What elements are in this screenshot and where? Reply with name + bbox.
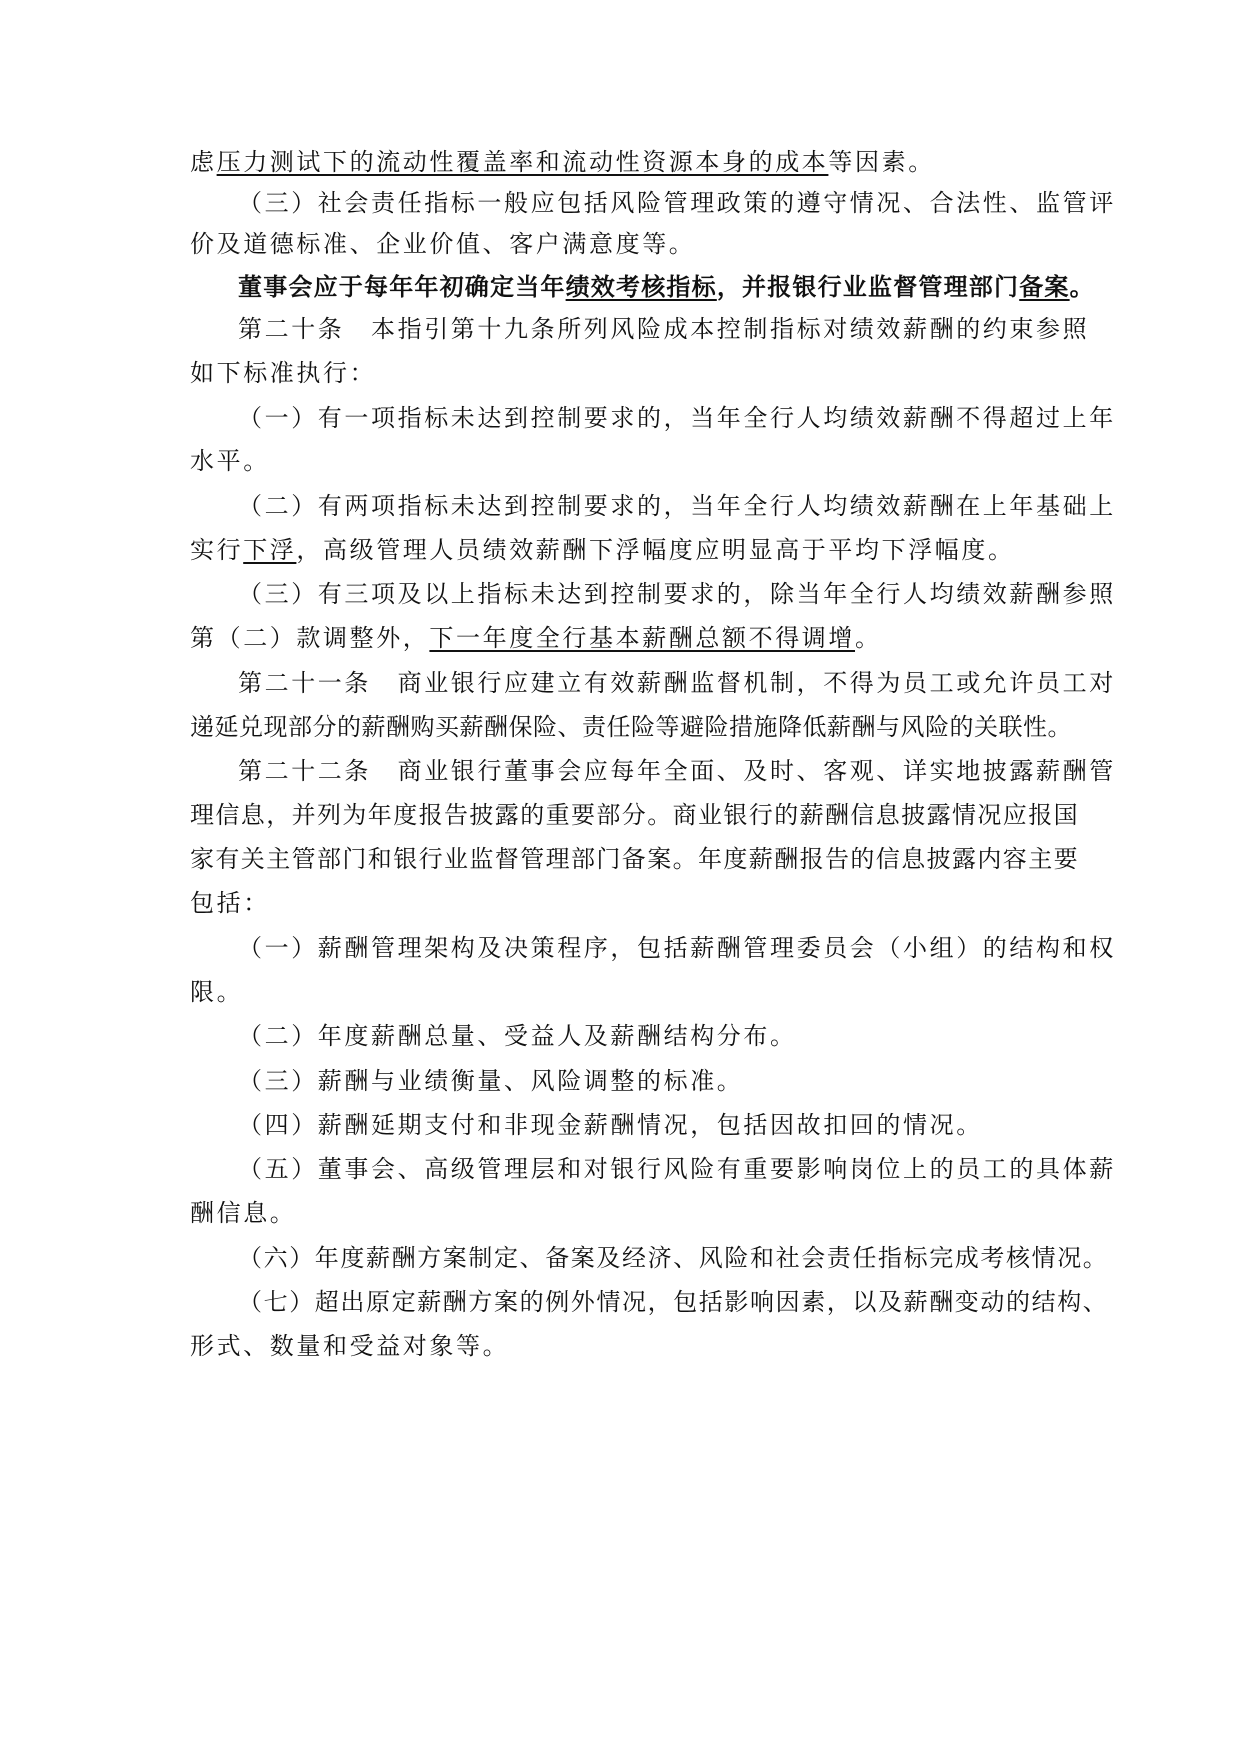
text-line [190, 1201, 296, 1225]
text-segment: （五）董事会、高级管理层和对银行风险有重要影响岗位上的员工的具体薪 [238, 1155, 1116, 1183]
text-segment: （三）薪酬与业绩衡量、风险调整的标准。 [238, 1067, 744, 1095]
text-segment: （六）年度薪酬方案制定、备案及经济、风险和社会责任指标完成考核情况。 [238, 1244, 1109, 1272]
text-segment: 第（二）款调整外， [190, 624, 430, 652]
text-line [190, 715, 1072, 739]
text-line [190, 232, 695, 256]
article-heading-line [238, 671, 1116, 695]
text-line [238, 582, 1116, 606]
text-line [190, 847, 1079, 871]
text-segment: 递延兑现部分的薪酬购买薪酬保险、责任险等避险措施降低薪酬与风险的关联性。 [190, 713, 1072, 741]
text-line [238, 1024, 797, 1048]
text-segment: 董事会应于每年年初确定当年 [238, 272, 566, 301]
text-line [238, 1069, 743, 1093]
text-segment: 第二十一条 商业银行应建立有效薪酬监督机制，不得为员工或允许员工对 [238, 669, 1116, 697]
text-line [190, 803, 1079, 827]
text-line [190, 150, 935, 174]
text-line [190, 361, 376, 385]
article-heading-line [238, 317, 1089, 341]
text-segment: （三）有三项及以上指标未达到控制要求的，除当年全行人均绩效薪酬参照 [238, 580, 1116, 608]
text-line [238, 1290, 1108, 1314]
text-segment: 第二十二条 商业银行董事会应每年全面、及时、客观、详实地披露薪酬管 [238, 757, 1116, 785]
text-line [238, 191, 1116, 215]
bold-paragraph [238, 272, 1095, 301]
text-segment: 包括： [190, 889, 270, 917]
text-line [238, 1246, 1108, 1270]
text-line [190, 980, 243, 1004]
text-line [238, 494, 1116, 518]
text-segment: （四）薪酬延期支付和非现金薪酬情况，包括因故扣回的情况。 [238, 1111, 983, 1139]
text-segment: （七）超出原定薪酬方案的例外情况，包括影响因素，以及薪酬变动的结构、 [238, 1288, 1109, 1316]
text-segment: （二）年度薪酬总量、受益人及薪酬结构分布。 [238, 1022, 797, 1050]
text-segment: ，高级管理人员绩效薪酬下浮幅度应明显高于平均下浮幅度。 [296, 536, 1015, 564]
text-segment: （一）有一项指标未达到控制要求的，当年全行人均绩效薪酬不得超过上年 [238, 404, 1116, 432]
text-segment: 水平。 [190, 447, 270, 475]
underlined-text: 下一年度全行基本薪酬总额不得调增 [429, 624, 856, 652]
text-segment: 虑 [190, 148, 217, 176]
text-segment: 等因素。 [828, 148, 935, 176]
text-line [190, 449, 270, 473]
underlined-text: 绩效考核指标 [565, 272, 717, 301]
text-line [238, 406, 1116, 430]
text-segment: 第二十条 本指引第十九条所列风险成本控制指标对绩效薪酬的约束参照 [238, 315, 1090, 343]
text-line [190, 891, 270, 915]
text-segment: 。 [1069, 272, 1095, 301]
article-heading-line [238, 759, 1116, 783]
text-segment: 限。 [190, 978, 244, 1006]
text-line [190, 538, 1015, 562]
text-line [190, 1334, 509, 1358]
text-segment: （一）薪酬管理架构及决策程序，包括薪酬管理委员会（小组）的结构和权 [238, 934, 1116, 962]
underlined-text: 备案 [1019, 272, 1070, 301]
underlined-text: 下浮 [243, 536, 297, 564]
text-line [238, 1113, 983, 1137]
text-segment: 实行 [190, 536, 244, 564]
text-segment: 价及道德标准、企业价值、客户满意度等。 [190, 230, 696, 258]
text-segment: 。 [855, 624, 882, 652]
underlined-text: 压力测试下的流动性覆盖率和流动性资源本身的成本 [216, 148, 829, 176]
text-line [190, 626, 882, 650]
text-segment: 如下标准执行： [190, 359, 377, 387]
text-segment: （三）社会责任指标一般应包括风险管理政策的遵守情况、合法性、监管评 [238, 189, 1116, 217]
text-line [238, 1157, 1116, 1181]
text-segment: 理信息，并列为年度报告披露的重要部分。商业银行的薪酬信息披露情况应报国 [190, 801, 1079, 829]
text-segment: 酬信息。 [190, 1199, 297, 1227]
text-line [238, 936, 1116, 960]
text-segment: 形式、数量和受益对象等。 [190, 1332, 510, 1360]
text-segment: （二）有两项指标未达到控制要求的，当年全行人均绩效薪酬在上年基础上 [238, 492, 1116, 520]
text-segment: 家有关主管部门和银行业监督管理部门备案。年度薪酬报告的信息披露内容主要 [190, 845, 1079, 873]
text-segment: ，并报银行业监督管理部门 [716, 272, 1020, 301]
